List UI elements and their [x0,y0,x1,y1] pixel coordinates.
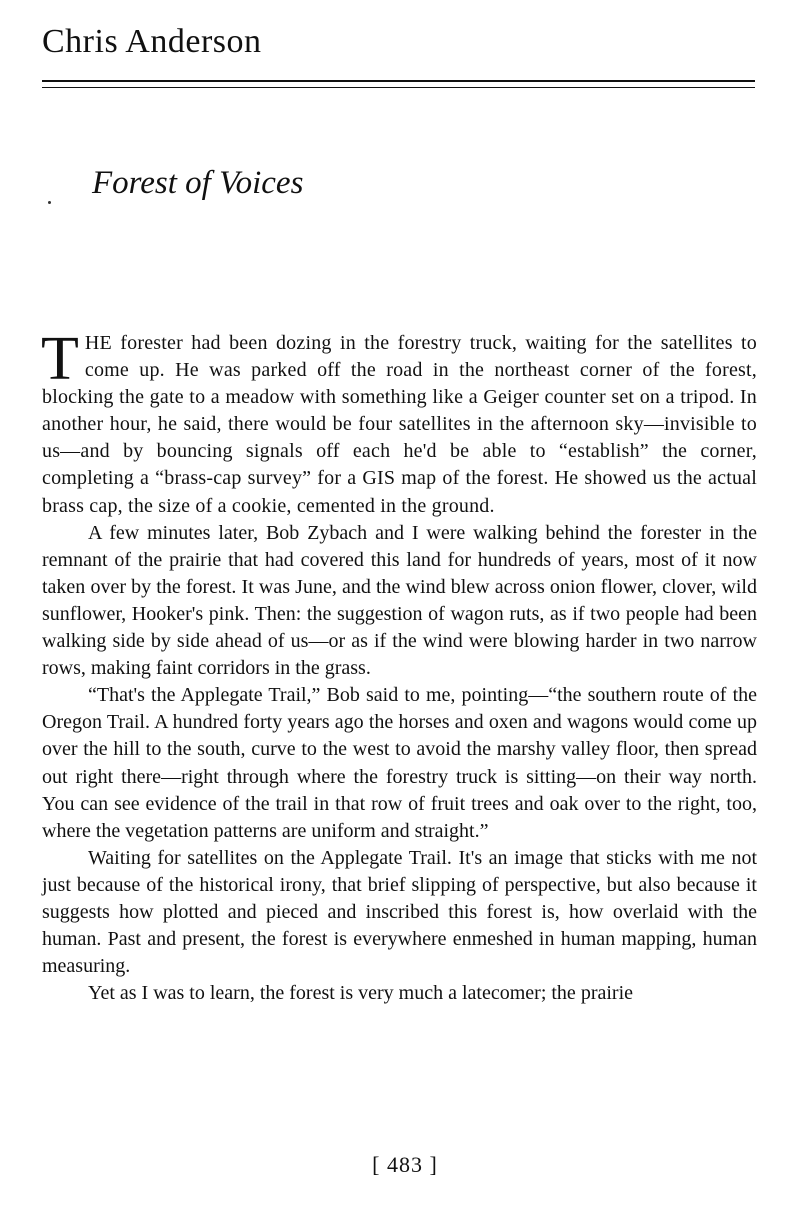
drop-cap-letter: T [41,325,79,393]
opening-paragraph-text: HE forester had been dozing in the forestry truck, waiting for the satellites to come up. He was parked off the road in the northeast corner of the forest, blocking the gate to a meadow with something like a Geiger counter set on a tripod. In another hour, he said, there would be four satellites in the afternoon sky—invisible to us—and by bouncing signals off each he'd be able to “establish” the corner, completing a “brass-cap survey” for a GIS map of the forest. He showed us the actual brass cap, the size of a cookie, cemented in the ground. [42,332,757,517]
title-ornament-dot [48,201,51,204]
header-rule-thin [42,87,755,88]
essay-title: Forest of Voices [92,165,304,201]
paragraph-2: A few minutes later, Bob Zybach and I were walking behind the forester in the remnant of the prairie that had covered this land for hundreds of years, most of it now taken over by the forest. It was June, and the wind blew across onion flower, clover, wild sunflower, Hooker's pink. Then: the suggestion of wagon ruts, as if two people had been walking side by side ahead of us—or as if the wind were blowing harder in two narrow rows, making faint corridors in the grass. [42,521,757,680]
header-rule-thick [42,80,755,82]
essay-body [41,325,757,1007]
paragraph-4: Waiting for satellites on the Applegate Trail. It's an image that sticks with me not just because of the historical irony, that brief slipping of perspective, but also because it suggests how plotted and pieced and inscribed this forest is, how overlaid with the human. Past and present, the forest is everywhere enmeshed in human mapping, human measuring. [42,846,757,978]
running-head-author: Chris Anderson [42,23,262,60]
page-number: [ 483 ] [372,1152,438,1177]
paragraph-3: “That's the Applegate Trail,” Bob said to me, pointing—“the southern route of the Oregon Trail. A hundred forty years ago the horses and oxen and wagons would come up over the hill to the south, curve to the west to avoid the marshy valley floor, then spread out right there—right through where the forestry truck is sitting—on their way north. You can see evidence of the trail in that row of fruit trees and oak over to the right, too, where the vegetation patterns are uniform and straight.” [42,684,757,842]
paragraph-5: Yet as I was to learn, the forest is very much a latecomer; the prairie [88,982,633,1005]
opening-paragraph [41,325,757,520]
